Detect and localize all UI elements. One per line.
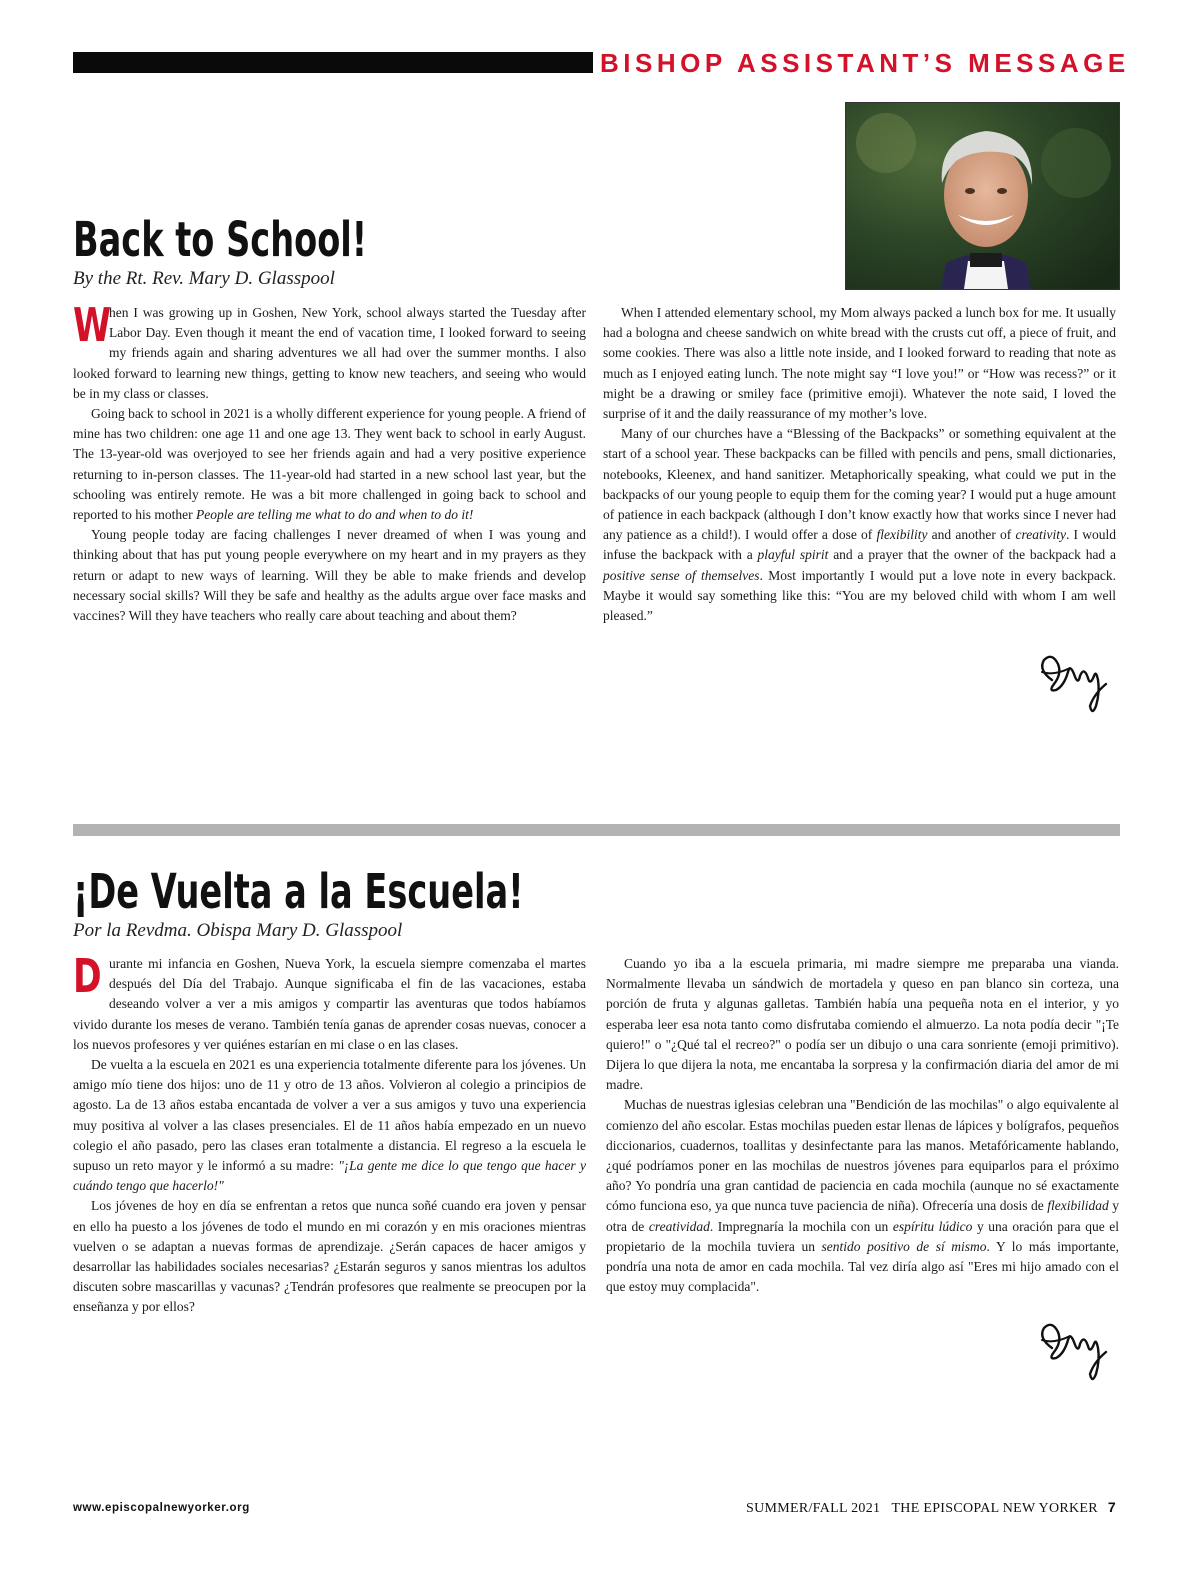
- issue-info: [746, 1499, 1116, 1517]
- drop-cap: W: [73, 298, 112, 352]
- english-paragraph: Going back to school in 2021 is a wholly different experience for young people. A friend of mine has two children: one age 11 and one age 13. They went back to school in early August. The 13-year-old was overjoyed to see her friends again and had a very positive experience returning to in-person classes. The 11-year-old had started in a new school last year, but the schooling was entirely remote. He was a bit more challenged in going back to school and reported to his mother People are telling me what to do and when to do it!: [73, 406, 586, 523]
- spanish-column-1: [73, 949, 586, 1318]
- english-byline: By the Rt. Rev. Mary D. Glasspool: [73, 268, 335, 289]
- spanish-paragraph: Durante mi infancia en Goshen, Nueva York, la escuela siempre comenzaba el martes después del Día del Trabajo. Aunque significaba el fin de las vacaciones, estaba deseando volver a ver a mis amigos y compartir las aventuras que todos habíamos vivido durante los meses de verano. También tenía ganas de aprender cosas nuevas, conocer a los nuevos profesores y ver quiénes estarían en mi clase o en las clases.: [73, 949, 586, 1052]
- english-paragraph: Young people today are facing challenges I never dreamed of when I was young and thinking about that has put young people everywhere on my heart and in my prayers as they return or adapt to new ways of learning. Will they be able to make friends and develop necessary social skills? Will they be safe and healthy as the adults argue over face masks and vaccines? Will they have teachers who really care about teaching and about them?: [73, 527, 586, 624]
- spanish-paragraph: De vuelta a la escuela en 2021 es una experiencia totalmente diferente para los jóvenes. Un amigo mío tiene dos hijos: uno de 11 y otro de 13 años. Volvieron al colegio a principios de agosto. La de 13 años estaba encantada de volver a ver a sus amigos y tuvo una experiencia muy positiva al volver a las clases presenciales. El de 11 años había empezado en un nuevo colegio el año pasado, pero las clases eran totalmente a distancia. El regreso a la escuela le supuso un reto mayor y le informó a su madre: "¡La gente me dice lo que tengo que hacer y cuándo tengo que hacerlo!": [73, 1057, 586, 1194]
- header-black-bar: [73, 52, 593, 73]
- spanish-headline: ¡De Vuelta a la Escuela!: [73, 864, 524, 920]
- spanish-paragraph: Cuando yo iba a la escuela primaria, mi madre siempre me preparaba una vianda. Normalmente llevaba un sándwich de mortadela y queso en pan blanco sin corteza, una porción de fruta y algunas galletas. También había una pequeña nota en el interior, y yo esperaba leer esa nota tanto como disfrutaba comiendo el almuerzo. La nota podía decir "¡Te quiero!" o "¿Qué tal el recreo?" o podía ser un dibujo o una cara sonriente (emoji primitivo). Dijera lo que dijera la nota, me encantaba la sorpresa y la confirmación diaria del amor de mi madre.: [606, 956, 1119, 1093]
- section-title: BISHOP ASSISTANT’S MESSAGE: [600, 48, 1130, 78]
- english-paragraph: When I attended elementary school, my Mom always packed a lunch box for me. It usually had a bologna and cheese sandwich on white bread with the crusts cut off, a piece of fruit, and some cookies. There was also a little note inside, and I looked forward to reading that note as much as I enjoyed eating lunch. The note might say “I love you!” or “How was recess?” or it might be a drawing or smiley face (primitive emoji). Whatever the note said, I loved the surprise of it and the daily reassurance of my mother’s love.: [603, 305, 1116, 422]
- spanish-paragraph: Muchas de nuestras iglesias celebran una "Bendición de las mochilas" o algo equivalente al comienzo del año escolar. Estas mochilas pueden estar llenas de lápices y bolígrafos, pequeños diccionarios, cuadernos, toallitas y desinfectante para las manos. Metafóricamente hablando, ¿qué podríamos poner en las mochilas de nuestros jóvenes para equiparlos para el próximo año? Yo pondría una gran cantidad de paciencia en cada mochila (aunque no sé exactamente cómo funciona eso, ya que nunca tuve paciencia de niña). Ofrecería una dosis de flexibilidad y otra de creatividad. Impregnaría la mochila con un espíritu lúdico y una oración para que el propietario de la mochila tuviera un sentido positivo de sí mismo. Y lo más importante, pondría una nota de amor en cada mochila. Tal vez diría algo así "Eres mi hijo amado con el que estoy muy complacida".: [606, 1097, 1120, 1295]
- english-paragraph: Many of our churches have a “Blessing of the Backpacks” or something equivalent at the start of a school year. These backpacks can be filled with pencils and pens, small dictionaries, notebooks, Kleenex, and hand sanitizer. Metaphorically speaking, what could we put in the backpacks of our young people to equip them for the coming year? I would put a huge amount of patience in each backpack (although I don’t know exactly how that works since I never had any patience as a child!). I would offer a dose of flexibility and another of creativity. I would infuse the backpack with a playful spirit and a prayer that the owner of the backpack had a positive sense of themselves. Most importantly I would put a love note in every backpack. Maybe it would say something like this: “You are my beloved child with whom I am well pleased.”: [603, 426, 1117, 624]
- english-paragraph: W hen I was growing up in Goshen, New York, school always started the Tuesday after Labor Day. Even though it meant the end of vacation time, I looked forward to seeing my friends again and sharing adventures we all had over the summer months. I also looked forward to learning new things, getting to know new teachers, and seeing who would be in my class or classes.: [73, 298, 586, 401]
- english-headline: Back to School!: [73, 212, 368, 268]
- section-divider: [73, 824, 1120, 836]
- signature-icon: [1034, 650, 1114, 718]
- author-photo: [845, 102, 1120, 290]
- english-column-2: [603, 303, 1116, 626]
- signature-icon: [1034, 1318, 1114, 1386]
- page-number: 7: [1107, 1499, 1116, 1515]
- english-column-1: [73, 298, 586, 626]
- issue-label: SUMMER/FALL 2021 THE EPISCOPAL NEW YORKER: [745, 1501, 1098, 1516]
- spanish-byline: Por la Revdma. Obispa Mary D. Glasspool: [73, 920, 403, 941]
- drop-cap: D: [73, 949, 102, 1003]
- spanish-paragraph: Los jóvenes de hoy en día se enfrentan a retos que nunca soñé cuando era joven y pensar en ello ha puesto a los jóvenes de todo el mundo en mi corazón y en mis oraciones mientras vuelven o se adaptan a nuevas formas de aprendizaje. ¿Serán capaces de hacer amigos y desarrollar las habilidades sociales necesarias? ¿Estarán seguros y sanos mientras los adultos discuten sobre mascarillas y vacunas? ¿Tendrán profesores que realmente se preocupen por la enseñanza y por ellos?: [73, 1198, 586, 1315]
- spanish-column-2: [606, 954, 1119, 1297]
- website-link[interactable]: www.episcopalnewyorker.org: [73, 1502, 250, 1514]
